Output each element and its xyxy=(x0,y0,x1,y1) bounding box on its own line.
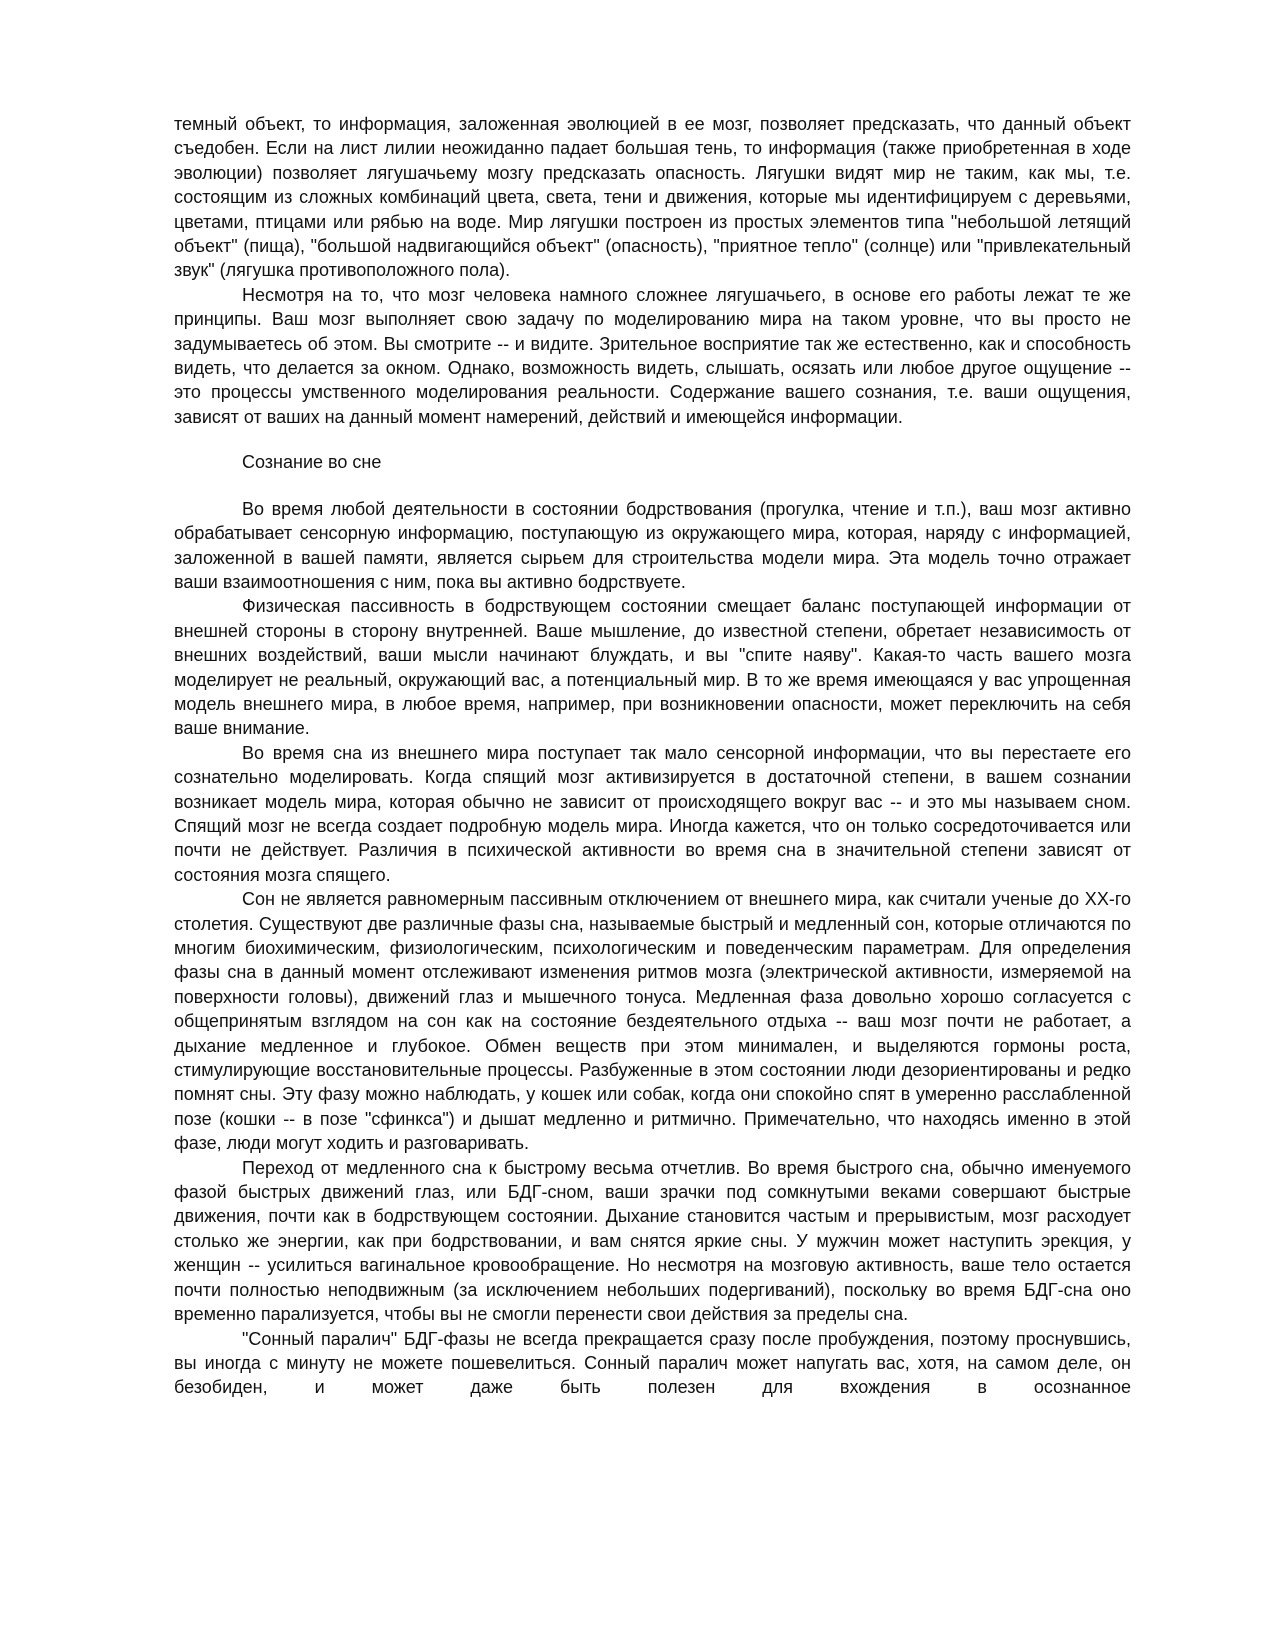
paragraph-frog-perception: темный объект, то информация, заложенная эволюцией в ее мозг, позволяет предсказать, что данный объект съедобен. Если на лист лилии неожиданно падает большая тень, то информация (также приобретенная в ходе эволюции) позволяет лягушачьему мозгу предсказать опасность. Лягушки видят мир не таким, как мы, т.е. состоящим из сложных комбинаций цвета, света, тени и движения, которые мы идентифицируем с деревьями, цветами, птицами или рябью на воде. Мир лягушки построен из простых элементов типа "небольшой летящий объект" (пища), "большой надвигающийся объект" (опасность), "приятное тепло" (солнце) или "привлекательный звук" (лягушка противоположного пола). xyxy=(174,114,1131,281)
paragraph-sleep-paralysis: "Сонный паралич" БДГ-фазы не всегда прекращается сразу после пробуждения, поэтому проснувшись, вы иногда с минуту не можете пошевелиться. Сонный паралич может напугать вас, хотя, на самом деле, он безобиден, и может даже быть полезен для вхождения в осознанное xyxy=(174,1328,1131,1398)
section-heading: Сознание во сне xyxy=(242,452,382,473)
paragraph-rem-sleep: Переход от медленного сна к быстрому весьма отчетлив. Во время быстрого сна, обычно именуемого фазой быстрых движений глаз, или БДГ-сном, ваши зрачки под сомкнутыми веками совершают быстрые движения, почти как в бодрствующем состоянии. Дыхание становится частым и прерывистым, мозг расходует столько же энергии, как при бодрствовании, и вам снятся яркие сны. У мужчин может наступить эрекция, у женщин -- усилиться вагинальное кровообращение. Но несмотря на мозговую активность, ваше тело остается почти полностью неподвижным (за исключением небольших подергиваний), поскольку во время БДГ-сна оно временно парализуется, чтобы вы не смогли перенести свои действия за пределы сна. xyxy=(174,1157,1131,1325)
paragraph-sleep-phases: Сон не является равномерным пассивным отключением от внешнего мира, как считали ученые до ХХ-го столетия. Существуют две различные фазы сна, называемые быстрый и медленный сон, которые отличаются по многим биохимическим, физиологическим, психологическим и поведенческим параметрам. Для определения фазы сна в данный момент отслеживают изменения ритмов мозга (электрической активности, измеряемой на поверхности головы), движений глаз и мышечного тонуса. Медленная фаза довольно хорошо согласуется с общепринятым взглядом на сон как на состояние бездеятельного отдыха -- ваш мозг почти не работает, а дыхание медленное и глубокое. Обмен веществ при этом минимален, и выделяются гормоны роста, стимулирующие восстановительные процессы. Разбуженные в этом состоянии люди дезориентированы и редко помнят сны. Эту фазу можно наблюдать, у кошек или собак, когда они спокойно спят в умеренно расслабленной позе (кошки -- в позе "сфинкса") и дышат медленно и ритмично. Примечательно, что находясь именно в этой фазе, люди могут ходить и разговаривать. xyxy=(174,889,1131,1154)
paragraph-waking-state: Во время любой деятельности в состоянии бодрствования (прогулка, чтение и т.п.), ваш мозг активно обрабатывает сенсорную информацию, поступающую из окружающего мира, которая, наряду с информацией, заложенной в вашей памяти, является сырьем для строительства модели мира. Эта модель точно отражает ваши взаимоотношения с ним, пока вы активно бодрствуете. xyxy=(174,498,1131,592)
paragraph-passivity: Физическая пассивность в бодрствующем состоянии смещает баланс поступающей информации от внешней стороны в сторону внутренней. Ваше мышление, до известной степени, обретает независимость от внешних воздействий, ваши мысли начинают блуждать, и вы "спите наяву". Какая-то часть вашего мозга моделирует не реальный, окружающий вас, а потенциальный мир. В то же время имеющаяся у вас упрощенная модель внешнего мира, в любое время, например, при возникновении опасности, может переключить на себя ваше внимание. xyxy=(174,596,1131,739)
paragraph-sleep-modeling: Во время сна из внешнего мира поступает так мало сенсорной информации, что вы перестаете его сознательно моделировать. Когда спящий мозг активизируется в достаточной степени, в вашем сознании возникает модель мира, которая обычно не зависит от происходящего вокруг вас -- и это мы называем сном. Спящий мозг не всегда создает подробную модель мира. Иногда кажется, что он только сосредоточивается или почти не действует. Различия в психической активности во время сна в значительной степени зависят от состояния мозга спящего. xyxy=(174,742,1131,885)
paragraph-human-brain-modeling: Несмотря на то, что мозг человека намного сложнее лягушачьего, в основе его работы лежат те же принципы. Ваш мозг выполняет свою задачу по моделированию мира на таком уровне, что вы просто не задумываетесь об этом. Вы смотрите -- и видите. Зрительное восприятие так же естественно, как и способность видеть, что делается за окном. Однако, возможность видеть, слышать, осязать или любое другое ощущение -- это процессы умственного моделирования реальности. Содержание вашего сознания, т.е. ваши ощущения, зависят от ваших на данный момент намерений, действий и имеющейся информации. xyxy=(174,284,1131,427)
document-body xyxy=(174,112,1131,1400)
